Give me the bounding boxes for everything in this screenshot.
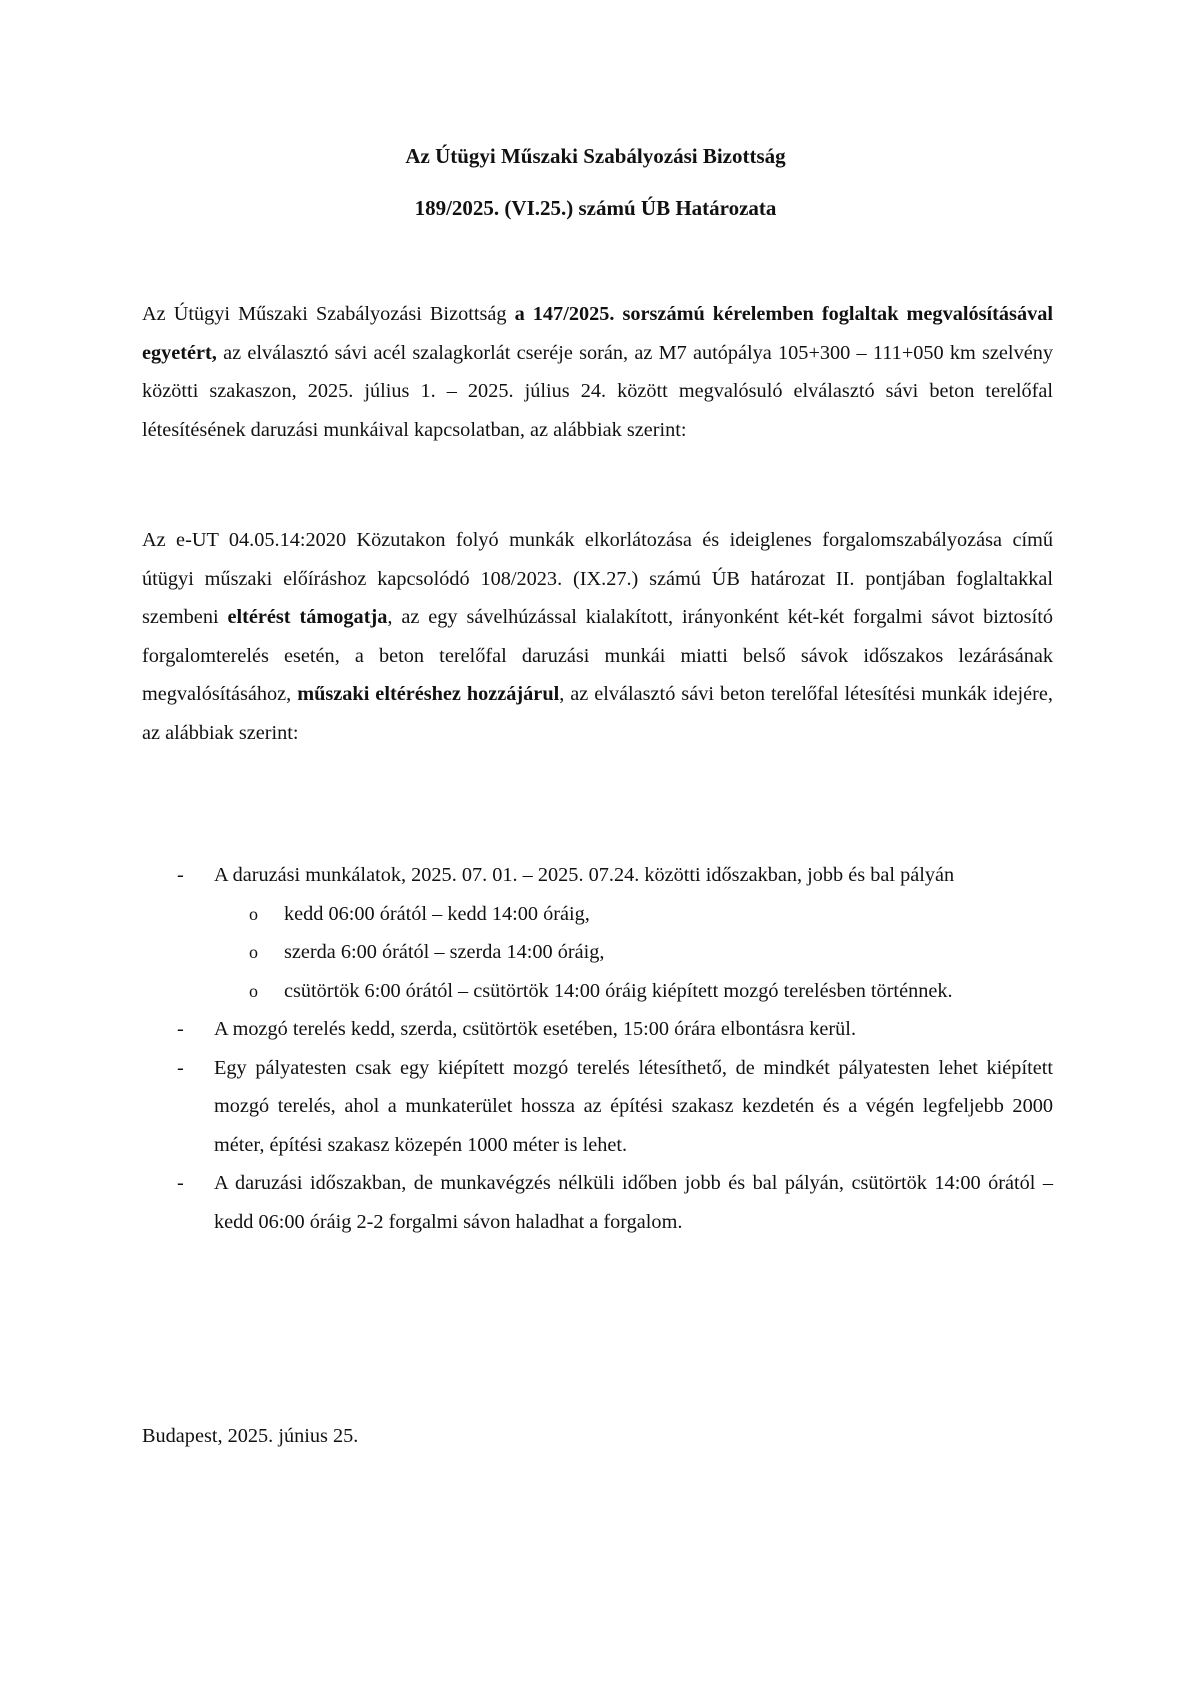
dash-bullet-icon: - [177,1018,184,1040]
sub-list-item [142,895,1053,934]
text: az elválasztó sávi acél szalagkorlát cseréje során, az M7 autópálya 105+300 – 111+050 km szelvény közötti szakaszon, 2025. július 1. – 2025. július 24. között megvalósuló elválasztó sávi beton terelőfal létesítésének daruzási munkáival kapcsolatban, az alábbiak szerint: [142,341,1053,441]
sub-list-item-text: szerda 6:00 órától – szerda 14:00 óráig, [284,941,605,963]
text: Az Útügyi Műszaki Szabályozási Bizottság [142,303,515,325]
text: Az e-UT 04.05.14:2020 Közutakon folyó munkák elkorlátozása és ideiglenes forgalomszabályozása című útügyi műszaki előíráshoz kapcsolódó 108/2023. (IX.27.) számú ÚB határozat II. pontjában foglaltakkal szembeni [142,529,1053,628]
circle-bullet-icon: o [249,980,258,1001]
list-item [142,856,1053,895]
paragraph-approval [142,295,1053,449]
list-item [142,1049,1053,1165]
text: , az elválasztó sávi beton terelőfal létesítési munkák idejére, az alábbiak szerint: [142,683,1053,744]
list-item-text: A daruzási időszakban, de munkavégzés nélküli időben jobb és bal pályán, csütörtök 14:00 órától – kedd 06:00 óráig 2-2 forgalmi sávon haladhat a forgalom. [214,1172,1053,1233]
sub-list-item-text: csütörtök 6:00 órától – csütörtök 14:00 óráig kiépített mozgó terelésben történnek. [284,979,953,1002]
list-item-text: Egy pályatesten csak egy kiépített mozgó terelés létesíthető, de mindkét pályatesten lehet kiépített mozgó terelés, ahol a munkaterület hossza az építési szakasz kezdetén és a végén legfeljebb 2000 méter, építési szakasz közepén 1000 méter is lehet. [214,1056,1053,1156]
conditions-list [142,856,1053,1241]
sub-list-item [142,933,1053,972]
bold-text: műszaki eltéréshez hozzájárul [297,683,560,705]
dash-bullet-icon: - [177,1056,184,1079]
list-item-text: A daruzási munkálatok, 2025. 07. 01. – 2025. 07.24. közötti időszakban, jobb és bal pályán [214,864,955,886]
circle-bullet-icon: o [249,903,258,924]
list-item [142,1010,1053,1049]
circle-bullet-icon: o [249,942,258,962]
bold-text: eltérést támogatja [227,606,388,628]
dash-bullet-icon: - [177,864,184,886]
dash-bullet-icon: - [177,1172,184,1194]
sub-list-item [142,972,1053,1011]
list-item [142,1164,1053,1241]
sub-list-item-text: kedd 06:00 órától – kedd 14:00 óráig, [284,902,590,925]
document-title: Az Útügyi Műszaki Szabályozási Bizottság [405,144,786,168]
text: , az egy sávelhúzással kialakított, irányonként két-két forgalmi sávot biztosító forgalomterelés esetén, a beton terelőfal daruzási munkái miatti belső sávok időszakos lezárásának megvalósításához, [142,606,1053,705]
list-item-text: A mozgó terelés kedd, szerda, csütörtök esetében, 15:00 órára elbontásra kerül. [214,1018,857,1040]
resolution-number: 189/2025. (VI.25.) számú ÚB Határozata [414,196,777,220]
paragraph-deviation [142,521,1053,752]
place-and-date: Budapest, 2025. június 25. [142,1425,359,1447]
bold-text: a 147/2025. sorszámú kérelemben foglaltak megvalósításával egyetért, [142,303,1053,364]
